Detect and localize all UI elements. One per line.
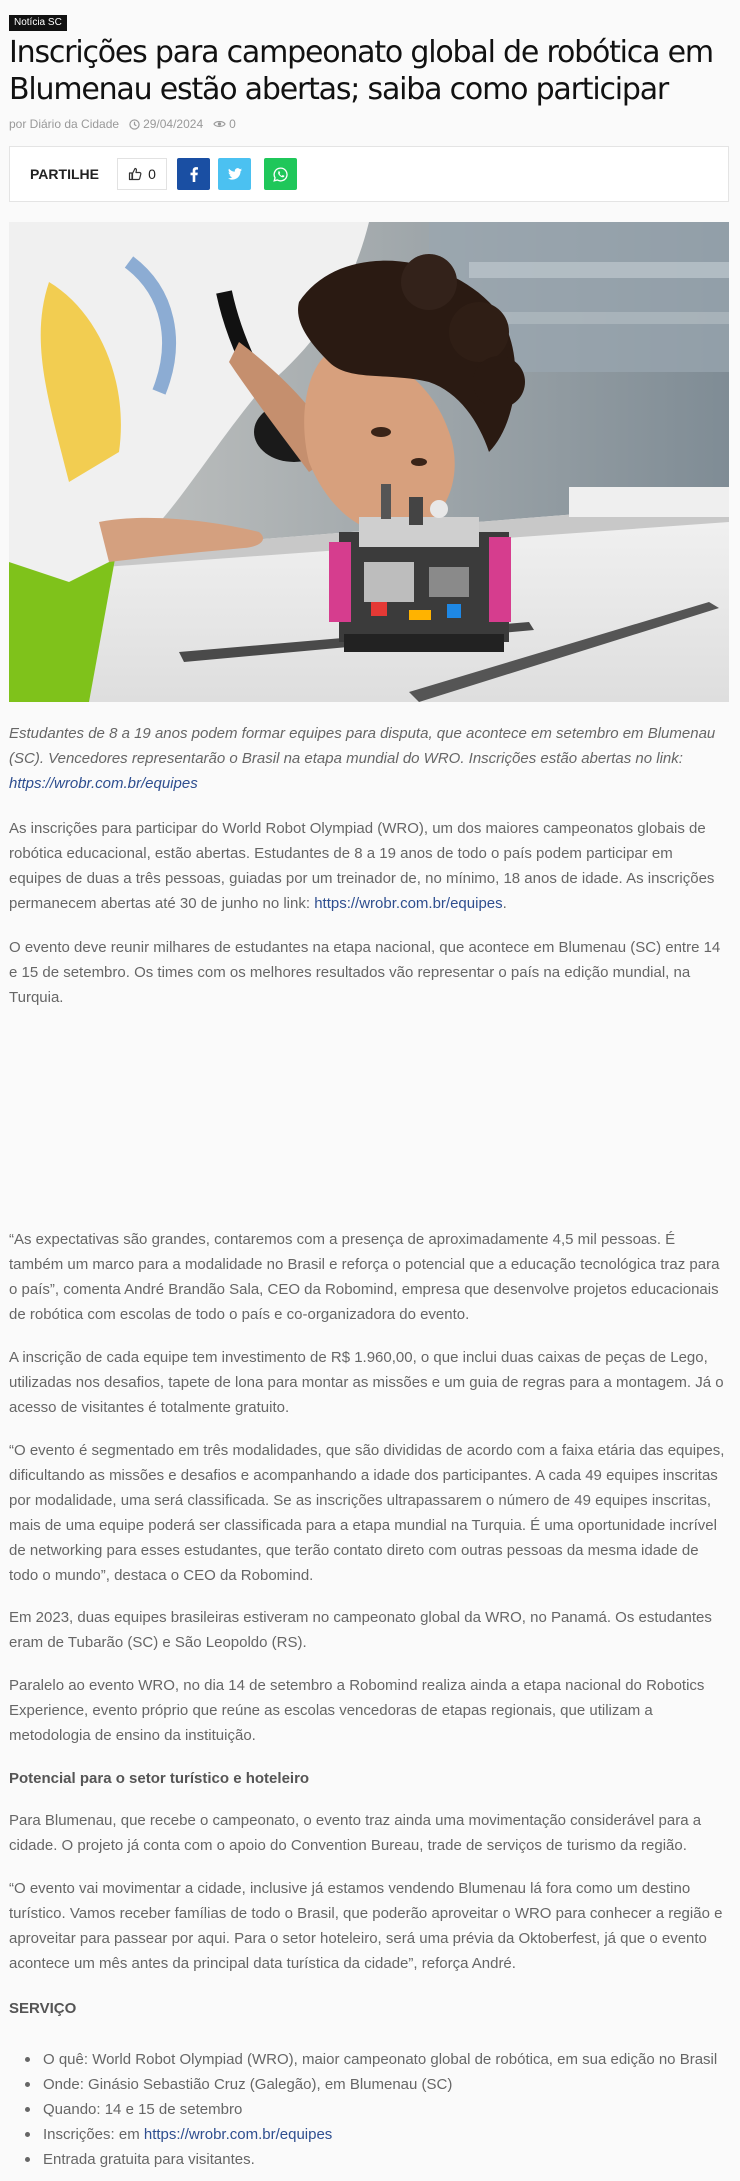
author-link[interactable]: por Diário da Cidade xyxy=(9,117,120,131)
paragraph-1-text: As inscrições para participar do World Robot Olympiad (WRO), um dos maiores campeonatos globais de robótica educacional, estão abertas. Estudantes de 8 a 19 anos de todo o país podem participar em equipes de duas a três pessoas, guiadas por um treinador de, no mínimo, 18 anos de idade. As inscrições permanecem abertas até 30 de junho no link: xyxy=(9,820,715,912)
view-count xyxy=(213,117,236,131)
caption-link[interactable]: https://wrobr.com.br/equipes xyxy=(9,775,198,792)
paragraph-4: A inscrição de cada equipe tem investimento de R$ 1.960,00, o que inclui duas caixas de peças de Lego, utilizadas nos desafios, tapete de lona para montar as missões e um guia de regras para a montagem. Já o acesso de visitantes é totalmente gratuito. xyxy=(9,1349,724,1416)
paragraph-5: “O evento é segmentado em três modalidades, que são divididas de acordo com a faixa etária das equipes, dificultando as missões e desafios e acompanhando a idade dos participantes. A cada 49 equipes inscritas por modalidade, uma será classificada. Se as inscrições ultrapassarem o número de 49 equipes inscritas, mais de uma equipe poderá ser classificada para a etapa mundial na Turquia. É uma oportunidade incrível de networking para esses estudantes, que terão contato direto com outras pessoas da mesma idade de todo o mundo”, destaca o CEO da Robomind. xyxy=(9,1442,725,1584)
whatsapp-icon xyxy=(273,167,288,182)
subheading-service: SERVIÇO xyxy=(9,2000,77,2017)
image-caption xyxy=(9,721,729,796)
paragraph-8: Para Blumenau, que recebe o campeonato, o evento traz ainda uma movimentação considerável para a cidade. O projeto já conta com o apoio do Convention Bureau, trade de serviços de turismo da região. xyxy=(9,1812,702,1854)
twitter-icon xyxy=(228,168,242,180)
signup-label: Inscrições: em xyxy=(43,2126,144,2143)
share-label: PARTILHE xyxy=(30,166,99,182)
facebook-icon xyxy=(190,167,198,182)
paragraph-2: O evento deve reunir milhares de estudantes na etapa nacional, que acontece em Blumenau (SC) entre 14 e 15 de setembro. Os times com os melhores resultados vão representar o país na edição mundial, na Turquia. xyxy=(9,939,721,1006)
clock-icon xyxy=(129,119,140,130)
whatsapp-share-button[interactable] xyxy=(264,158,297,190)
like-button[interactable] xyxy=(117,158,167,190)
service-when: Quando: 14 e 15 de setembro xyxy=(9,2097,729,2122)
date-text: 29/04/2024 xyxy=(143,117,204,131)
like-count: 0 xyxy=(148,166,156,182)
paragraph-9: “O evento vai movimentar a cidade, inclusive já estamos vendendo Blumenau lá fora como um destino turístico. Vamos receber famílias de todo o Brasil, que poderão aproveitar o WRO para conhecer a região e aproveitar para passear por aqui. Para o setor hoteleiro, será uma prévia da Oktoberfest, já que o evento acontece um mês antes da principal data turística da cidade”, reforça André. xyxy=(9,1880,723,1972)
views-text: 0 xyxy=(229,117,236,131)
paragraph-3: “As expectativas são grandes, contaremos com a presença de aproximadamente 4,5 mil pessoas. É também um marco para a modalidade no Brasil e reforça o potencial que a educação tecnológica traz para o país”, comenta André Brandão Sala, CEO da Robomind, empresa que desenvolve projetos educacionais de robótica com escolas de todo o país e co-organizadora do evento. xyxy=(9,1231,720,1323)
service-what: O quê: World Robot Olympiad (WRO), maior campeonato global de robótica, em sua edição no Brasil xyxy=(9,2047,729,2072)
article-title: Inscrições para campeonato global de robótica em Blumenau estão abertas; saiba como participar xyxy=(9,35,713,107)
service-entry: Entrada gratuita para visitantes. xyxy=(9,2147,729,2172)
signup-link[interactable]: https://wrobr.com.br/equipes xyxy=(143,2126,333,2143)
article-hero-image xyxy=(9,222,729,702)
subheading-tourism: Potencial para o setor turístico e hoteleiro xyxy=(9,1770,310,1787)
caption-text: Estudantes de 8 a 19 anos podem formar equipes para disputa, que acontece em setembro em Blumenau (SC). Vencedores representarão o Brasil na etapa mundial do WRO. Inscrições estão abertas no link: xyxy=(9,725,716,767)
service-list xyxy=(9,2047,729,2172)
paragraph-7: Paralelo ao evento WRO, no dia 14 de setembro a Robomind realiza ainda a etapa nacional do Robotics Experience, evento próprio que reúne as escolas vencedoras de etapas regionais, que utilizam a metodologia de ensino da instituição. xyxy=(9,1677,705,1744)
facebook-share-button[interactable] xyxy=(177,158,210,190)
paragraph-6: Em 2023, duas equipes brasileiras estiveram no campeonato global da WRO, no Panamá. Os estudantes eram de Tubarão (SC) e São Leopoldo (RS). xyxy=(9,1609,712,1651)
paragraph-1-end: . xyxy=(502,895,507,912)
paragraph-1-link[interactable]: https://wrobr.com.br/equipes xyxy=(314,895,503,912)
paragraph-1 xyxy=(9,816,729,916)
hero-photo xyxy=(9,222,729,702)
category-badge[interactable]: Notícia SC xyxy=(9,15,67,31)
service-where: Onde: Ginásio Sebastião Cruz (Galegão), em Blumenau (SC) xyxy=(9,2072,729,2097)
article-meta xyxy=(9,117,236,131)
publish-date xyxy=(129,117,203,131)
service-signup xyxy=(9,2122,729,2147)
share-bar xyxy=(9,146,729,202)
thumbs-up-icon xyxy=(128,167,142,181)
eye-icon xyxy=(213,119,226,129)
twitter-share-button[interactable] xyxy=(218,158,251,190)
